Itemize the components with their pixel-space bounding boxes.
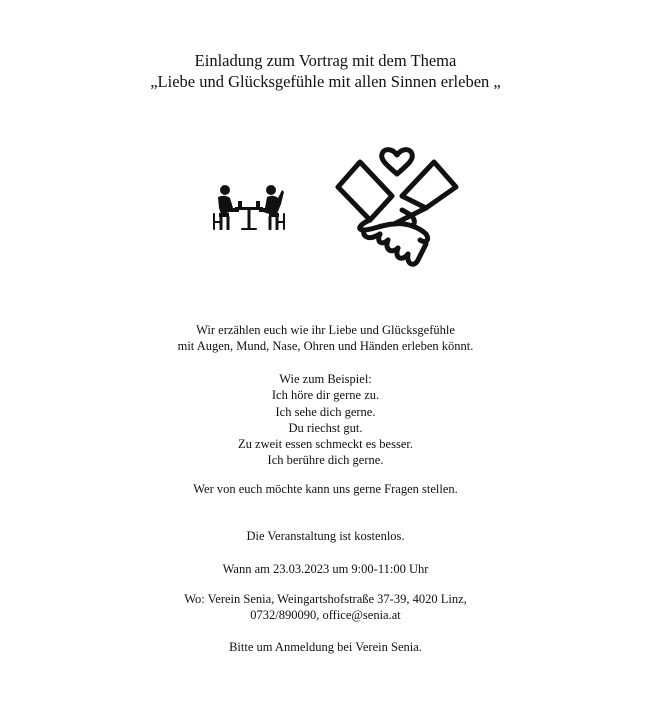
intro-text (0, 322, 651, 355)
free-note (0, 528, 651, 544)
holding-hands-heart-icon (330, 144, 464, 276)
when-line: Wann am 23.03.2023 um 9:00-11:00 Uhr (222, 562, 429, 576)
icon-row (0, 140, 651, 280)
title-line-1: Einladung zum Vortrag mit dem Thema (194, 51, 457, 70)
event-where (0, 591, 651, 624)
registration-note (0, 639, 651, 655)
registration-line: Bitte um Anmeldung bei Verein Senia. (229, 640, 422, 654)
meeting-icon (211, 184, 287, 230)
where-line-1: Wo: Verein Senia, Weingartshofstraße 37-39, 4020 Linz, (184, 592, 467, 606)
examples-heading: Wie zum Beispiel: (279, 372, 372, 386)
examples-block (0, 371, 651, 469)
invitation-title (0, 50, 651, 92)
intro-line-2: mit Augen, Mund, Nase, Ohren und Händen erleben könnt. (177, 339, 474, 354)
intro-line-1: Wir erzählen euch wie ihr Liebe und Glücksgefühle (196, 323, 455, 337)
example-item: Ich berühre dich gerne. (267, 453, 384, 468)
free-note-line: Die Veranstaltung ist kostenlos. (246, 529, 405, 543)
example-item: Ich sehe dich gerne. (275, 404, 376, 419)
example-item: Ich höre dir gerne zu. (271, 388, 380, 403)
example-item: Du riechst gut. (288, 420, 363, 435)
example-item: Zu zweit essen schmeckt es besser. (238, 437, 413, 452)
questions-line: Wer von euch möchte kann uns gerne Fragen stellen. (193, 482, 458, 496)
event-when (0, 561, 651, 577)
title-line-2: „Liebe und Glücksgefühle mit allen Sinnen erleben „ (150, 72, 501, 91)
questions-text (0, 481, 651, 497)
where-line-2: 0732/890090, office@senia.at (250, 608, 401, 623)
